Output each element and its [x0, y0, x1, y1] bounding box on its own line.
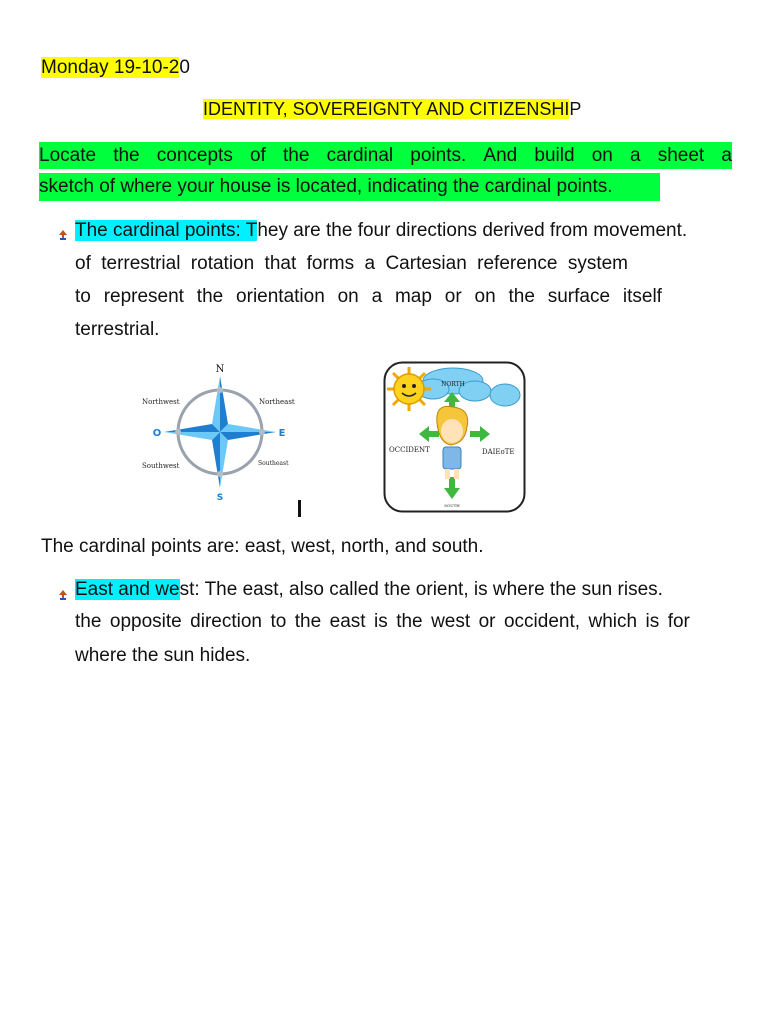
compass-rose-image: [140, 362, 300, 502]
paragraph1-line-3: [75, 285, 662, 309]
word: opposite: [109, 611, 182, 632]
word: orientation: [236, 286, 325, 307]
word: itself: [622, 286, 662, 307]
word: map: [394, 286, 432, 307]
compass-label-n: N: [215, 364, 225, 375]
summary-sentence: The cardinal points are: east, west, north, and south.: [41, 536, 484, 557]
paragraph1-line-1-rest: hey are the four directions derived from movement.: [257, 220, 688, 241]
word: which: [588, 611, 638, 632]
compass-label-ne: Northeast: [259, 398, 295, 406]
compass-label-sw: Southwest: [142, 462, 180, 470]
word: is: [374, 611, 388, 632]
word: build: [534, 145, 575, 166]
word: the: [508, 286, 535, 307]
text-cursor-mark: [298, 500, 301, 517]
compass-label-nw: Northwest: [142, 398, 180, 406]
word: the: [294, 611, 322, 632]
word: the: [196, 286, 224, 307]
paragraph1-line-4: terrestrial.: [75, 319, 160, 340]
word: or: [444, 286, 462, 307]
word: to: [270, 611, 287, 632]
word: is: [645, 611, 660, 632]
word: cardinal: [326, 145, 394, 166]
kid-label-north: NORTH: [441, 381, 465, 388]
title-highlight: IDENTITY, SOVEREIGNTY AND CITIZENSHI: [203, 99, 570, 119]
word: east: [329, 611, 366, 632]
compass-label-e: E: [278, 428, 286, 439]
date-rest: 0: [179, 57, 190, 78]
word: forms: [306, 253, 355, 274]
bullet-icon: [58, 229, 68, 241]
word: a: [364, 253, 376, 274]
word: represent: [103, 286, 184, 307]
word: of: [249, 145, 266, 166]
word: on: [337, 286, 359, 307]
paragraph2-line-2: [75, 610, 690, 634]
instruction-line-1: [39, 142, 732, 169]
bullet-icon: [58, 589, 68, 601]
word: Locate: [39, 145, 97, 166]
word: for: [667, 611, 690, 632]
word: reference: [477, 253, 558, 274]
compass-label-w: O: [152, 428, 162, 439]
word: Cartesian: [385, 253, 467, 274]
east-west-highlight: East and we: [75, 579, 180, 600]
word: on: [474, 286, 496, 307]
word: concepts: [156, 145, 233, 166]
word: west: [431, 611, 471, 632]
word: a: [371, 286, 383, 307]
word: sheet: [657, 145, 705, 166]
date-heading: [41, 56, 190, 80]
word: that: [264, 253, 297, 274]
word: occident,: [503, 611, 581, 632]
word: And: [483, 145, 518, 166]
word: points.: [410, 145, 467, 166]
word: the: [396, 611, 423, 632]
word: the: [283, 145, 310, 166]
word: a: [721, 145, 732, 166]
word: rotation: [190, 253, 255, 274]
paragraph2-line-1-rest: st: The east, also called the orient, is where the sun rises.: [179, 579, 663, 600]
word: the: [113, 145, 140, 166]
kid-label-east: DAIEoTE: [482, 448, 515, 456]
paragraph1-line-2: [75, 252, 628, 276]
compass-label-se: Southeast: [258, 460, 289, 467]
sun-icon: [387, 367, 431, 411]
word: the: [75, 611, 102, 632]
word: to: [75, 286, 91, 307]
compass-label-s: S: [216, 493, 224, 502]
kid-label-west: OCCIDENT: [389, 446, 430, 454]
kid-label-south: SOUTH: [444, 503, 460, 508]
word: terrestrial: [101, 253, 181, 274]
page-title: [203, 97, 581, 121]
instruction-line-2: sketch of where your house is located, indicating the cardinal points.: [39, 173, 660, 201]
cardinal-points-highlight: The cardinal points: T: [75, 220, 258, 241]
kid-directions-image: [383, 361, 526, 513]
paragraph1-line-1: [75, 219, 687, 243]
word: system: [567, 253, 628, 274]
date-highlight: Monday 19-10-2: [41, 57, 180, 78]
title-rest: P: [569, 99, 582, 119]
word: on: [591, 145, 613, 166]
word: surface: [547, 286, 611, 307]
word: or: [478, 611, 496, 632]
word: a: [630, 145, 641, 166]
word: direction: [190, 611, 262, 632]
word: of: [75, 253, 91, 274]
paragraph2-line-1: [75, 578, 663, 602]
paragraph2-line-3: where the sun hides.: [75, 645, 251, 666]
